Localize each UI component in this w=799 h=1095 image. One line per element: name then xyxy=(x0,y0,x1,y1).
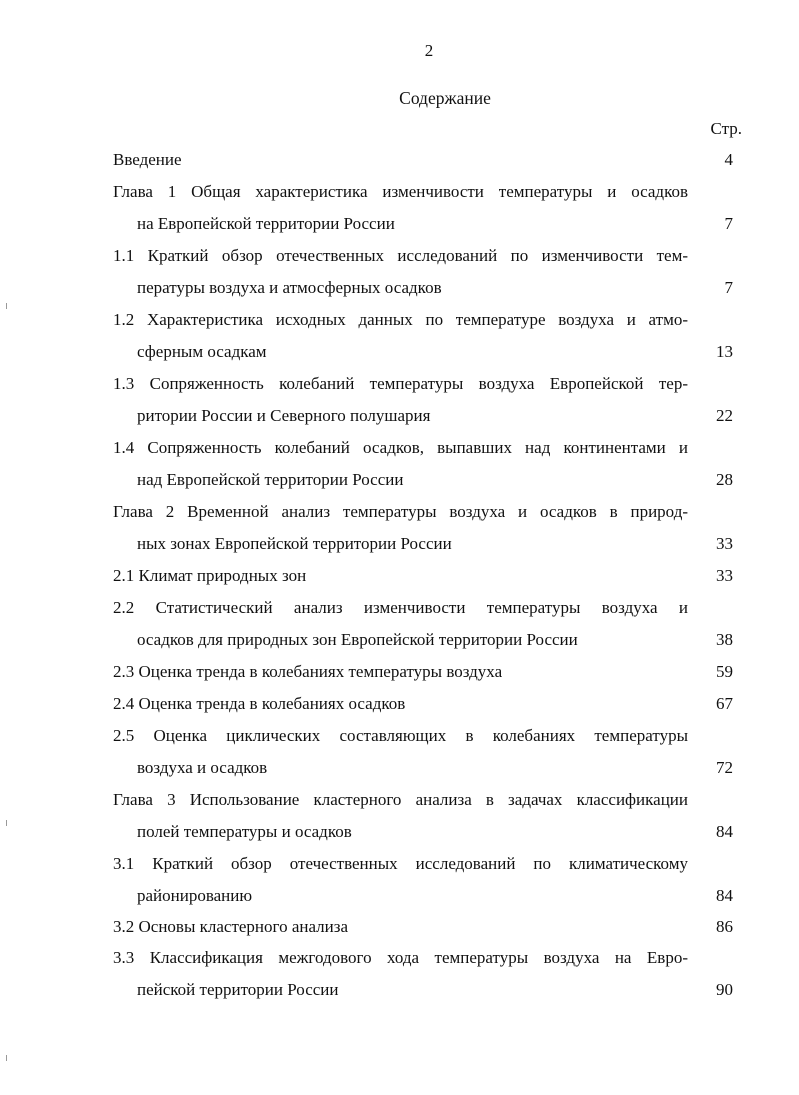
toc-entry-page: 33 xyxy=(716,566,733,585)
toc-entry-page: 7 xyxy=(724,214,733,233)
toc-entry-text: 2.3 Оценка тренда в колебаниях температуры воздуха xyxy=(113,662,503,681)
toc-entry-page: 84 xyxy=(716,822,733,841)
toc-entry-page: 90 xyxy=(716,980,733,999)
page-column-header: Стр. xyxy=(710,119,742,138)
toc-entry-text: Глава 1 Общая характеристика изменчивости температуры и осадков xyxy=(113,182,688,201)
toc-entry-text: 2.2 Статистический анализ изменчивости температуры воздуха и xyxy=(113,598,688,617)
toc-entry-page: 86 xyxy=(716,917,733,936)
toc-entry-text: 1.2 Характеристика исходных данных по температуре воздуха и атмо- xyxy=(113,310,688,329)
toc-entry-page: 22 xyxy=(716,406,733,425)
toc-entry-text: Глава 2 Временной анализ температуры воздуха и осадков в природ- xyxy=(113,502,688,521)
toc-entry-page: 28 xyxy=(716,470,733,489)
toc-title: Содержание xyxy=(399,88,491,108)
toc-entry-text-continued: осадков для природных зон Европейской территории России xyxy=(137,630,578,649)
toc-entry-text-continued: над Европейской территории России xyxy=(137,470,404,489)
toc-entry-page: 67 xyxy=(716,694,733,713)
toc-entry-text-continued: ных зонах Европейской территории России xyxy=(137,534,452,553)
toc-entry-text-continued: на Европейской территории России xyxy=(137,214,395,233)
toc-entry-page: 72 xyxy=(716,758,733,777)
toc-entry-text: 1.1 Краткий обзор отечественных исследований по изменчивости тем- xyxy=(113,246,688,265)
toc-entry-text: Глава 3 Использование кластерного анализа в задачах классификации xyxy=(113,790,688,809)
toc-entry-page: 4 xyxy=(724,150,733,169)
toc-entry-text-continued: ритории России и Северного полушария xyxy=(137,406,431,425)
toc-entry-text: 1.3 Сопряженность колебаний температуры воздуха Европейской тер- xyxy=(113,374,688,393)
toc-entry-text: 3.1 Краткий обзор отечественных исследований по климатическому xyxy=(113,854,688,873)
toc-entry-text-continued: сферным осадкам xyxy=(137,342,267,361)
toc-entry-page: 13 xyxy=(716,342,733,361)
toc-entry-page: 38 xyxy=(716,630,733,649)
page-number: 2 xyxy=(424,41,434,60)
toc-entry-text: 1.4 Сопряженность колебаний осадков, выпавших над континентами и xyxy=(113,438,688,457)
toc-entry-page: 7 xyxy=(724,278,733,297)
toc-entry-text-continued: районированию xyxy=(137,886,253,905)
toc-entry-text: 2.5 Оценка циклических составляющих в колебаниях температуры xyxy=(113,726,688,745)
toc-entry-text-continued: полей температуры и осадков xyxy=(137,822,352,841)
toc-entry-text: 3.3 Классификация межгодового хода температуры воздуха на Евро- xyxy=(113,948,688,967)
toc-entry-text: 2.4 Оценка тренда в колебаниях осадков xyxy=(113,694,406,713)
toc-entry-page: 84 xyxy=(716,886,733,905)
toc-entry-text: 2.1 Климат природных зон xyxy=(113,566,307,585)
toc-entry-text-continued: пейской территории России xyxy=(137,980,339,999)
toc-entry-text: Введение xyxy=(113,150,182,169)
toc-entry-page: 33 xyxy=(716,534,733,553)
toc-entry-text-continued: пературы воздуха и атмосферных осадков xyxy=(137,278,442,297)
toc-entry-text-continued: воздуха и осадков xyxy=(137,758,268,777)
toc-entry-text: 3.2 Основы кластерного анализа xyxy=(113,917,349,936)
toc-entry-page: 59 xyxy=(716,662,733,681)
